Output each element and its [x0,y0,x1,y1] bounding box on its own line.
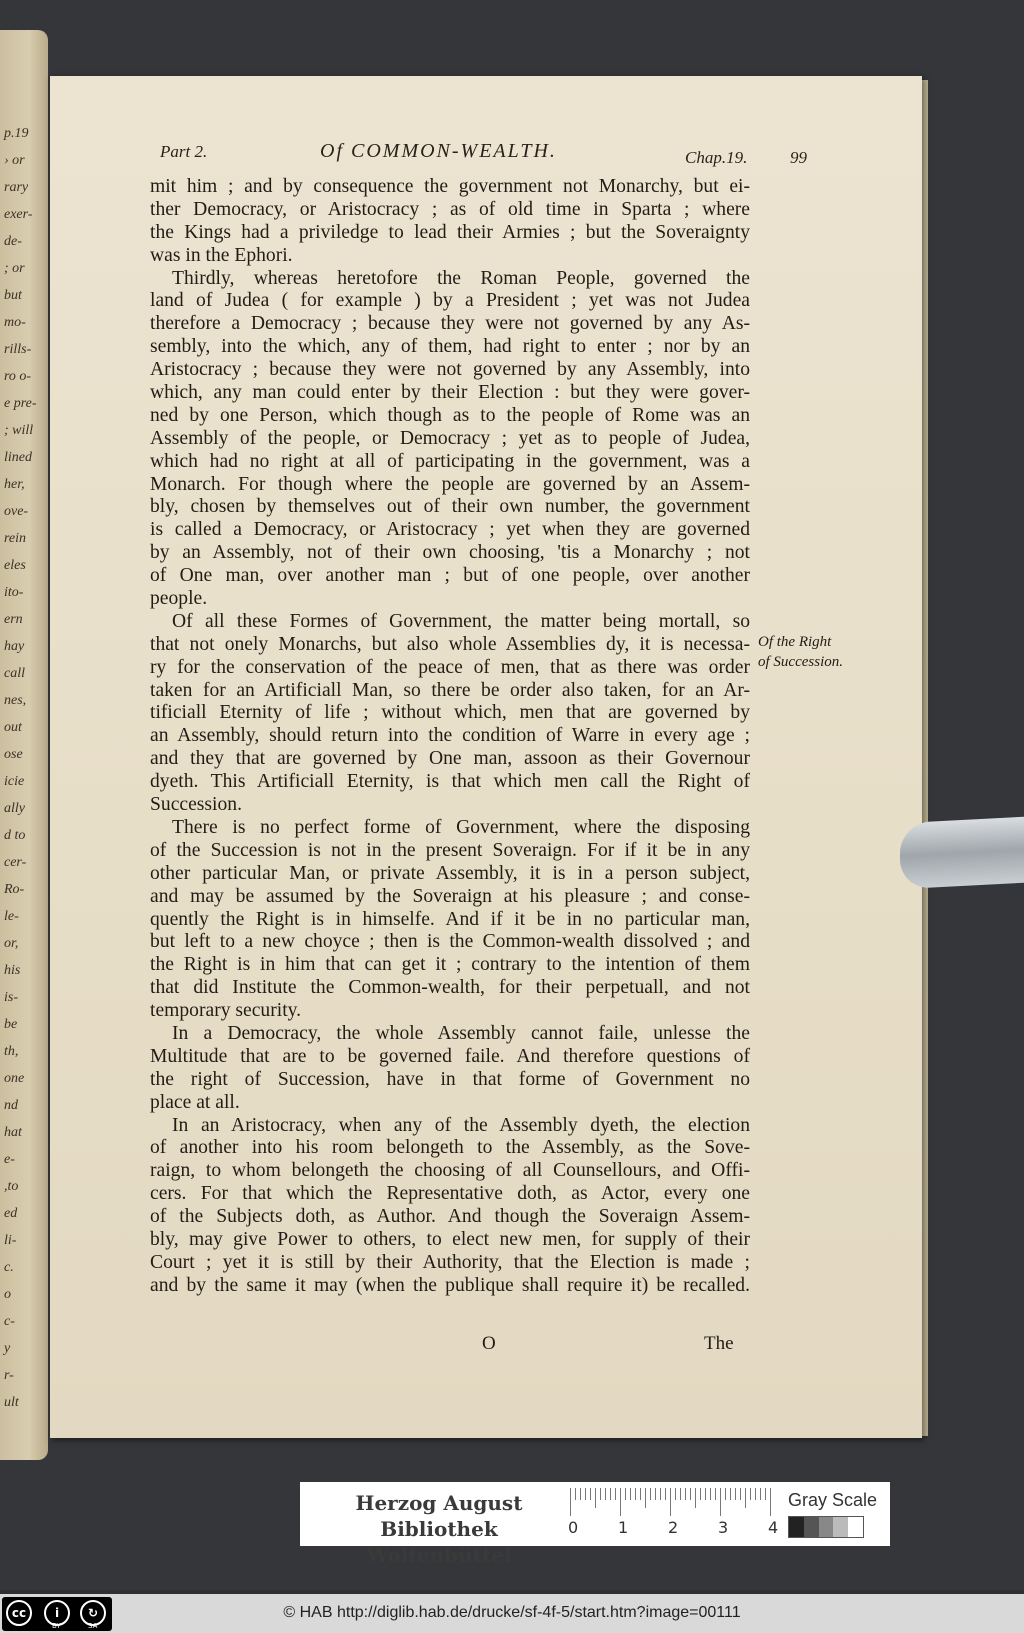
text-line: tificiall Eternity of life ; without which, men that are governed by [150,702,750,724]
facing-page-fragment: o [4,1287,11,1302]
ruler-number: 3 [718,1518,729,1537]
text-line: of another into his room belongeth to the Assembly, as the Sove- [150,1137,750,1159]
facing-page-fragment: hay [4,639,25,654]
ruler-tick [695,1488,696,1508]
text-line: is called a Democracy, or Aristocracy ; yet when they are governed [150,519,750,541]
text-line: which, any man could enter by their Election : but they were gover- [150,382,750,404]
text-line: ned by one Person, which though as to the people of Rome was an [150,404,750,426]
ruler-tick [750,1488,751,1500]
ruler-tick [755,1488,756,1500]
facing-page-fragment: ern [4,612,23,627]
facing-page-fragment: be [4,1017,18,1032]
cc-icon: cc [6,1600,32,1626]
text-line: ry for the conservation of the peace of men, that as there was order [150,656,750,678]
facing-page-fragment: c. [4,1260,14,1275]
gray-scale-label: Gray Scale [788,1490,878,1510]
facing-page-fragment: cer- [4,855,27,870]
text-line: the right of Succession, have in that forme of Government no [150,1068,750,1090]
library-name-line2: Wolfenbüttel [366,1543,512,1567]
facing-page-fragment: nes, [4,693,27,708]
ruler-tick [645,1488,646,1508]
gray-swatch [789,1517,804,1537]
facing-page-fragment: lined [4,450,32,465]
sa-label: SA [88,1622,98,1630]
text-line: land of Judea ( for example ) by a President ; yet was not Judea [150,290,750,312]
text-line: mit him ; and by consequence the government not Monarchy, but ei- [150,176,750,197]
margin-note-line: of Succession. [758,654,843,670]
text-line: sembly, into the which, any of them, had right to enter ; nor by an [150,336,750,358]
facing-page-fragment: mo- [4,315,26,330]
facing-page-fragment: ; will [4,423,34,438]
ruler-tick [610,1488,611,1500]
ruler-tick [585,1488,586,1500]
ruler-tick [640,1488,641,1500]
page-number: 99 [790,148,807,167]
facing-page-fragment: call [4,666,25,681]
ruler-tick [595,1488,596,1508]
facing-page-fragment: is- [4,990,18,1005]
signature-mark: O [482,1333,496,1354]
ruler-tick [730,1488,731,1500]
ruler-tick [700,1488,701,1500]
ruler-tick [690,1488,691,1500]
facing-page-fragment: ; or [4,261,25,276]
text-line: Of all these Formes of Government, the matter being mortall, so [172,610,750,632]
text-line: an Assembly, should return into the condition of Warre in every age ; [150,725,750,747]
ruler-tick [635,1488,636,1500]
facing-page-fragment: rills- [4,342,32,357]
facing-page-fragment: out [4,720,22,735]
facing-page-fragment: eles [4,558,26,573]
facing-page-fragment: r- [4,1368,14,1383]
ruler-tick [620,1488,621,1516]
text-line: In an Aristocracy, when any of the Assembly dyeth, the election [172,1114,750,1136]
margin-note-line: Of the Right [758,634,832,650]
text-line: dyeth. This Artificiall Eternity, is that which men call the Right of [150,771,750,793]
text-line: that did Institute the Common-wealth, for their perpetuall, and not [150,977,750,999]
text-line: bly, may give Power to others, to elect new men, for supply of their [150,1228,750,1250]
facing-page-fragment: ally [4,801,25,816]
text-line: bly, chosen by themselves out of their own number, the government [150,496,750,518]
text-line: Assembly of the people, or Democracy ; yet as to people of Judea, [150,427,750,449]
source-url[interactable]: © HAB http://diglib.hab.de/drucke/sf-4f-5/start.htm?image=00111 [283,1604,741,1621]
facing-page-fragment: ito- [4,585,24,600]
text-line: and by the same it may (when the publique shall require it) be recalled. [150,1274,750,1296]
facing-page-fragment: ed [4,1206,18,1221]
facing-page-fragment: her, [4,477,25,492]
ruler-tick [665,1488,666,1500]
ruler-number: 1 [618,1518,629,1537]
text-line: the Kings had a priviledge to lead their Armies ; but the Soveraignty [150,221,750,243]
text-line: raign, to whom belongeth the choosing of all Counsellours, and Offi- [150,1160,750,1182]
text-line: by an Assembly, not of their own choosing, 'tis a Monarchy ; not [150,542,750,564]
catchword: The [704,1333,734,1354]
text-line: Thirdly, whereas heretofore the Roman People, governed the [172,267,750,289]
facing-page-fragment: ,to [4,1179,19,1194]
facing-page-edge [0,30,48,1460]
attribution-icon: i [44,1600,70,1626]
text-line: other particular Man, or private Assembly, it is in a person subject, [150,862,750,884]
body-text [150,176,750,1298]
facing-page-fragment: y [4,1341,11,1356]
facing-page-fragment: rein [4,531,27,546]
ruler-tick [570,1488,571,1516]
text-line: In a Democracy, the whole Assembly cannot faile, unlesse the [172,1022,750,1044]
ruler-tick [650,1488,651,1500]
ruler-tick [765,1488,766,1500]
gray-scale-bar [788,1516,864,1538]
facing-page-fragment: nd [4,1098,18,1113]
text-line: place at all. [150,1091,240,1113]
ruler-tick [590,1488,591,1500]
facing-page-fragment: rary [4,180,29,195]
ruler-number: 0 [568,1518,579,1537]
text-line: cers. For that which the Representative doth, as Actor, every one [150,1183,750,1205]
ruler-tick [680,1488,681,1500]
text-line: and may be assumed by the Soveraign at his pleasure ; and conse- [150,885,750,907]
facing-page-fragment: ove- [4,504,29,519]
gray-swatch [804,1517,819,1537]
text-line: of the Subjects doth, as Author. And though the Soveraign Assem- [150,1206,750,1228]
gray-swatch [833,1517,848,1537]
ruler-number: 4 [768,1518,779,1537]
share-alike-icon: ↻ [80,1600,106,1626]
facing-page-fragment: ro o- [4,369,32,384]
text-line: but left to a new choyce ; then is the Common-wealth dissolved ; and [150,931,750,953]
ruler-tick [575,1488,576,1500]
ruler-tick [740,1488,741,1500]
facing-page-fragment: e pre- [4,396,37,411]
ruler-tick [670,1488,671,1516]
ruler-tick [745,1488,746,1508]
running-head [160,140,820,170]
facing-page-fragment: › or [4,153,25,168]
facing-page-fragment: exer- [4,207,33,222]
text-line: Aristocracy ; because they were not governed by any Assembly, into [150,359,750,381]
ruler-tick [685,1488,686,1500]
part-label: Part 2. [160,142,208,161]
ruler-tick [760,1488,761,1500]
text-line: There is no perfect forme of Government, where the disposing [172,816,750,838]
text-line: the Right is in him that can get it ; contrary to the intention of them [150,954,750,976]
chapter-label: Chap.19. [685,148,748,167]
facing-page-fragment: ose [4,747,23,762]
text-line: of the Succession is not in the present Soveraign. For if it be in any [150,839,750,861]
ruler-tick [630,1488,631,1500]
facing-page-fragment: e- [4,1152,15,1167]
ruler-number: 2 [668,1518,679,1537]
text-line: which had no right at all of participating in the government, was a [150,450,750,472]
ruler-tick [580,1488,581,1500]
text-line: Succession. [150,794,242,816]
text-line: ther Democracy, or Aristocracy ; as of old time in Sparta ; where [150,198,750,220]
facing-page-fragment: ult [4,1395,19,1410]
text-line: was in the Ephori. [150,244,293,266]
facing-page-fragment: his [4,963,21,978]
ruler-tick [725,1488,726,1500]
facing-page-fragment: Ro- [4,882,25,897]
ruler-tick [660,1488,661,1500]
text-line: people. [150,588,208,610]
library-color-card [300,1482,890,1567]
text-line: quently the Right is in himselfe. And if it be in no particular man, [150,908,750,930]
facing-page-fragment: d to [4,828,26,843]
text-line: of One man, over another man ; but of one people, over another [150,565,750,587]
text-line: therefore a Democracy ; because they were not governed by any As- [150,313,750,335]
text-line: and they that are governed by One man, assoon as their Governour [150,748,750,770]
facing-page-fragment: c- [4,1314,15,1329]
facing-page-fragment: p.19 [4,126,29,141]
library-name-line1: Herzog August Bibliothek [355,1491,523,1541]
text-line: Multitude that are to be governed faile. And therefore questions of [150,1045,750,1067]
facing-page-fragment: but [4,288,22,303]
facing-page-fragment: de- [4,234,22,249]
text-line: taken for an Artificiall Man, so there be order also taken, for an Ar- [150,679,750,701]
scale-ruler [570,1488,780,1518]
gray-swatch [819,1517,834,1537]
facing-page-fragment: hat [4,1125,22,1140]
ruler-tick [710,1488,711,1500]
ruler-tick [605,1488,606,1500]
ruler-tick [600,1488,601,1500]
text-line: temporary security. [150,1000,302,1022]
ruler-tick [720,1488,721,1516]
chapter-title: Of COMMON-WEALTH. [320,140,557,162]
facing-page-fragment: th, [4,1044,19,1059]
text-line: that not onely Monarchs, but also whole Assemblies dy, it is necessa- [150,633,750,655]
ruler-tick [625,1488,626,1500]
margin-note [758,632,878,672]
ruler-tick [615,1488,616,1500]
ruler-tick [735,1488,736,1500]
by-label: BY [52,1622,61,1630]
ruler-tick [705,1488,706,1500]
text-line: Monarch. For though where the people are governed by an Assem- [150,473,750,495]
ruler-tick [770,1488,771,1516]
facing-page-fragment: icie [4,774,25,789]
facing-page-fragment: le- [4,909,19,924]
page-clip [900,817,1024,889]
ruler-tick [675,1488,676,1500]
ruler-tick [655,1488,656,1500]
facing-page-fragment: one [4,1071,25,1086]
ruler-tick [715,1488,716,1500]
facing-page-fragment: li- [4,1233,17,1248]
footer-bar [0,1594,1024,1633]
library-name [314,1490,564,1568]
gray-swatch [848,1517,863,1537]
facing-page-fragment: or, [4,936,19,951]
text-line: Court ; yet it is still by their Authority, that the Election is made ; [150,1251,750,1273]
